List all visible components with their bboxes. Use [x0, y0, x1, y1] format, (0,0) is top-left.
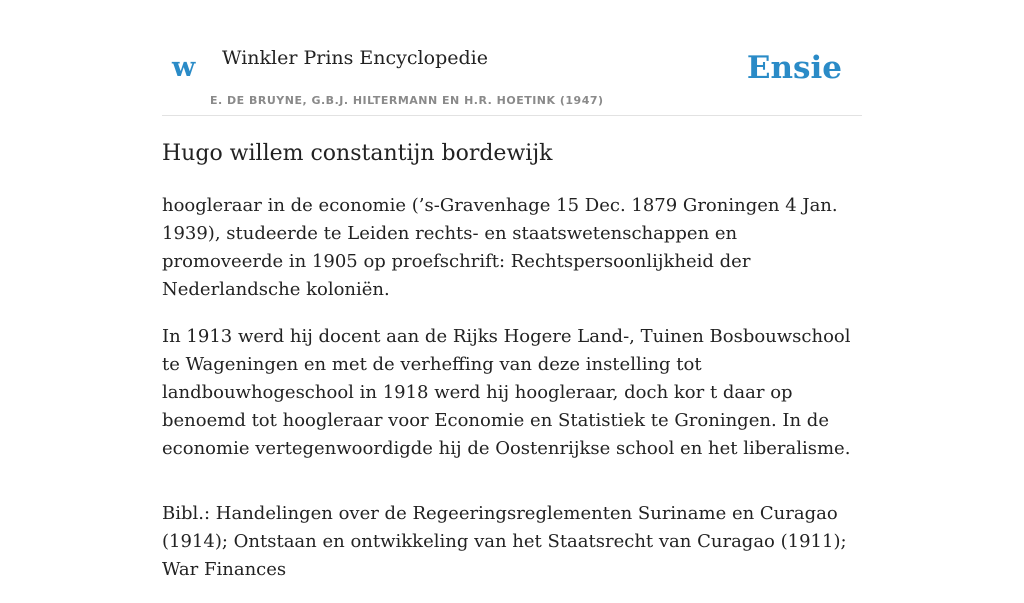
site-title[interactable]: Winkler Prins Encyclopedie: [222, 47, 488, 69]
winkler-prins-logo-icon[interactable]: w: [172, 52, 196, 83]
article-paragraph-career: In 1913 werd hij docent aan de Rijks Hogere Land-, Tuinen Bosbouwschool te Wageningen en met de verheffing van deze instelling tot landbouwhogeschool in 1918 werd hij hoogleraar, doch kor t daar op benoemd tot hoogleraar voor Economie en Statistiek te Groningen. In de economie vertegenwoordigde hij de Oostenrijkse school en het liberalisme.: [162, 326, 851, 459]
ensie-brand-link[interactable]: Ensie: [746, 50, 842, 86]
site-header: [162, 40, 862, 116]
authors-line: E. DE BRUYNE, G.B.J. HILTERMANN EN H.R. HOETINK (1947): [210, 94, 604, 107]
article-paragraph-intro: hoogleraar in de economie (’s-Gravenhage 15 Dec. 1879 Groningen 4 Jan. 1939), studeerde te Leiden rechts- en staatswetenschappen en promoveerde in 1905 op proefschrift: Rechtspersoonlijkheid der Nederlandsche koloniën.: [162, 195, 838, 300]
article-title: Hugo willem constantijn bordewijk: [162, 141, 553, 166]
article-body: [162, 192, 862, 603]
article-paragraph-bibliography: Bibl.: Handelingen over de Regeeringsreglementen Suriname en Curagao (1914); Ontstaan en ontwikkeling van het Staatsrecht van Curagao (1911); War Finances: [162, 503, 847, 580]
